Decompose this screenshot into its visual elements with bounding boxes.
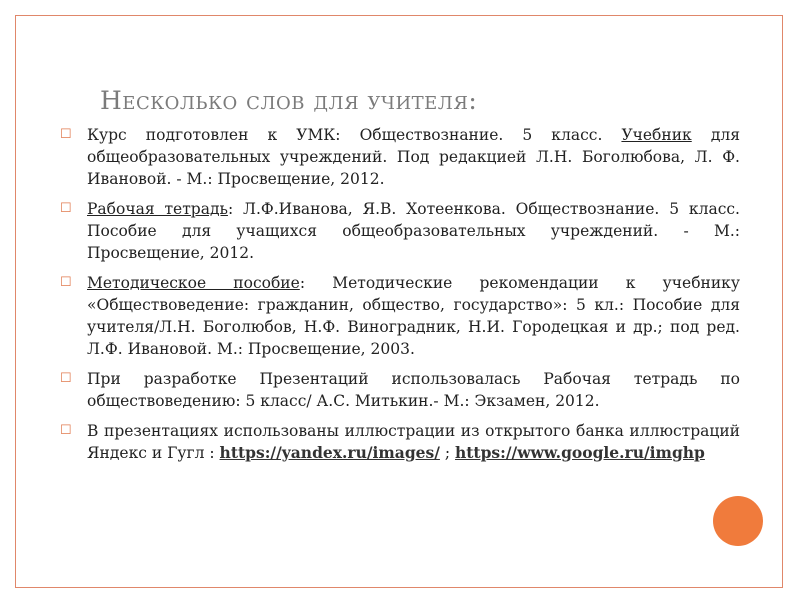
item-underlined-text: Методическое пособие — [87, 274, 300, 292]
list-item-illustrations — [60, 420, 740, 464]
google-images-link[interactable]: https://www.google.ru/imghp — [455, 443, 705, 462]
item-underlined-text: Учебник — [621, 126, 692, 144]
bullet-list — [60, 124, 740, 472]
item-text: для общеобразовательных учреждений. Под редакцией Л.Н. Боголюбова, Л. Ф. Ивановой. - М.: Просвещение, 2012. — [87, 126, 740, 188]
item-underlined-text: Рабочая тетрадь — [87, 200, 228, 218]
bullet-marker-icon: ☐ — [60, 423, 72, 438]
list-item-methodical — [60, 272, 740, 360]
item-text: Курс подготовлен к УМК: Обществознание. 5 класс. — [87, 126, 622, 144]
bullet-marker-icon: ☐ — [60, 371, 72, 386]
yandex-images-link[interactable]: https://yandex.ru/images/ — [219, 443, 440, 462]
bullet-marker-icon: ☐ — [60, 127, 72, 142]
bullet-marker-icon: ☐ — [60, 201, 72, 216]
item-text: При разработке Презентаций использовалась Рабочая тетрадь по обществоведению: 5 класс/ А.С. Митькин.- М.: Экзамен, 2012. — [87, 370, 740, 410]
item-text: ; — [439, 444, 455, 462]
item-text: : Л.Ф.Иванова, Я.В. Хотеенкова. Обществознание. 5 класс. Пособие для учащихся общеобразовательных учреждений. - М.: Просвещение, 2012. — [87, 200, 740, 262]
item-text: В презентациях использованы иллюстрации из открытого банка иллюстраций Яндекс и Гугл : — [87, 422, 740, 462]
bullet-marker-icon: ☐ — [60, 275, 72, 290]
list-item-workbook — [60, 198, 740, 264]
item-text: : Методические рекомендации к учебнику «Обществоведение: гражданин, общество, государство»: 5 кл.: Пособие для учителя/Л.Н. Боголюбов, Н.Ф. Виноградник, Н.И. Городецкая и др.; под ред. Л.Ф. Ивановой. М.: Просвещение, 2003. — [87, 274, 740, 358]
list-item-presentation — [60, 368, 740, 412]
decorative-circle — [713, 496, 763, 546]
slide-title: Несколько слов для учителя: — [100, 86, 478, 115]
list-item-course — [60, 124, 740, 190]
